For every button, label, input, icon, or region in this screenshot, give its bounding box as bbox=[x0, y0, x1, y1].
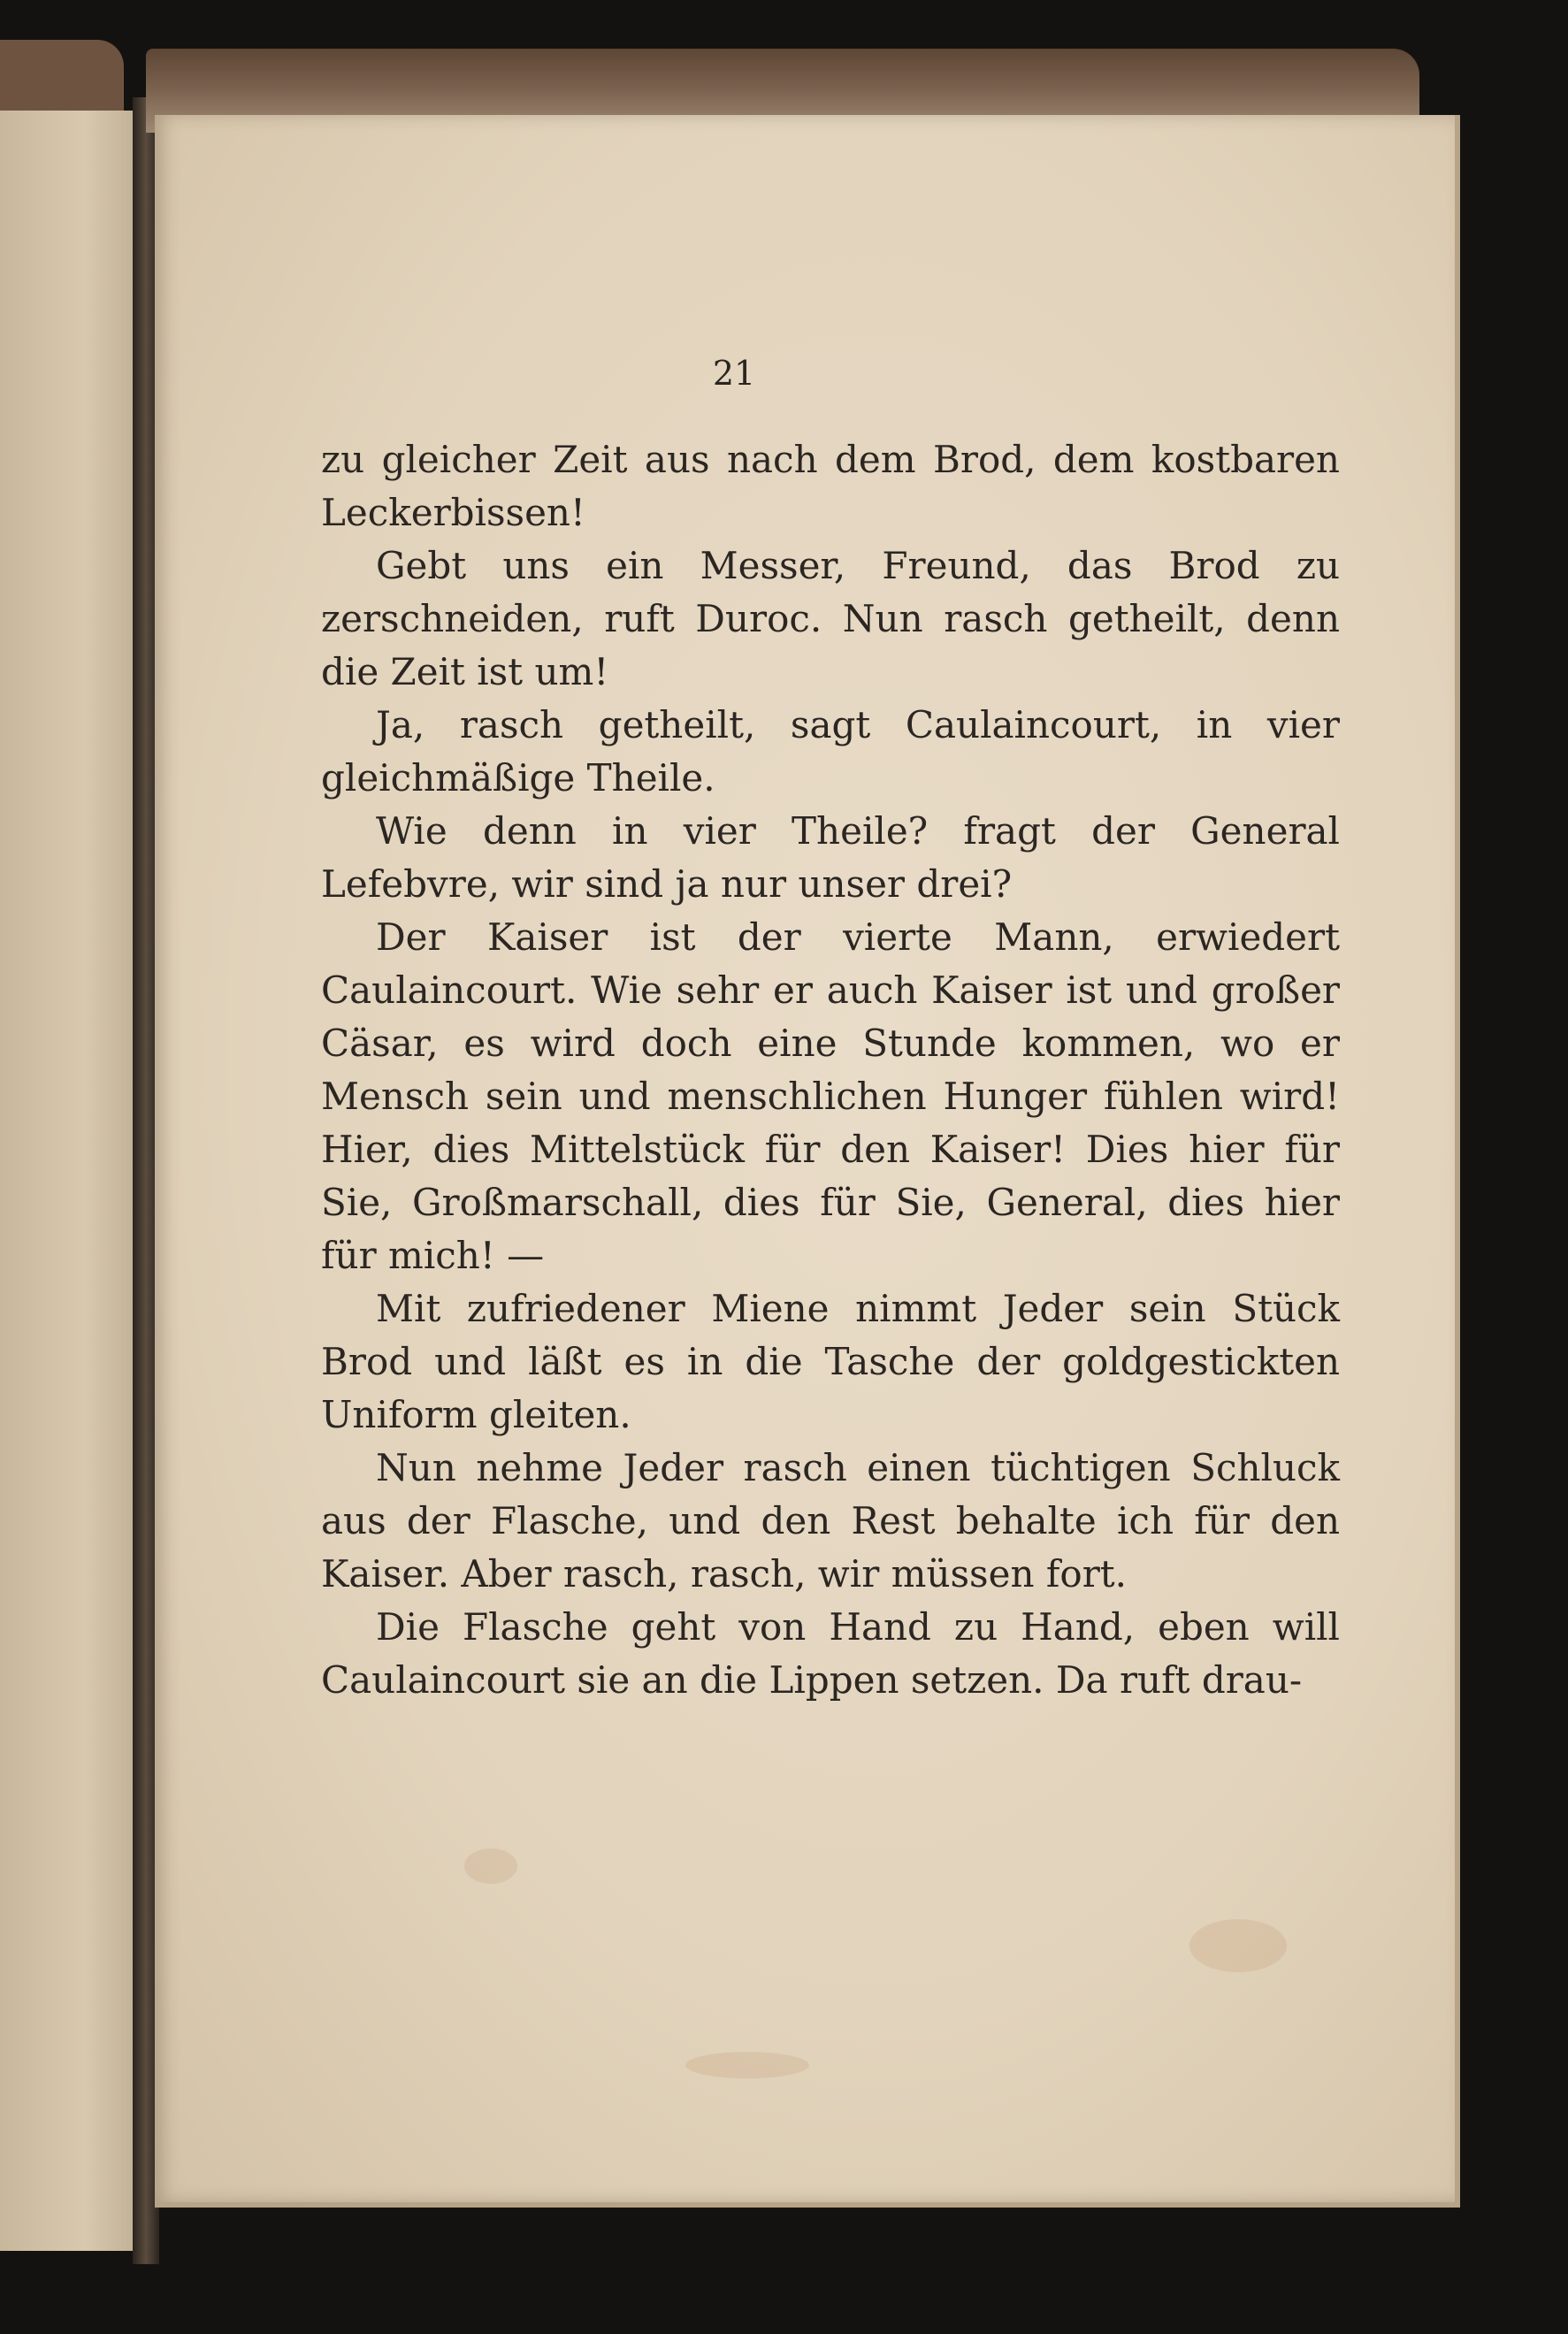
book-page bbox=[155, 115, 1460, 2208]
paragraph: Wie denn in vier Theile? fragt der General Lefebvre, wir sind ja nur unser drei? bbox=[321, 809, 1340, 906]
paragraph: zu gleicher Zeit aus nach dem Brod, dem kostbaren Leckerbissen! bbox=[321, 438, 1340, 534]
paragraph: Die Flasche geht von Hand zu Hand, eben will Caulaincourt sie an die Lippen setzen. Da ruft drau- bbox=[321, 1605, 1340, 1702]
body-text bbox=[321, 433, 1340, 1707]
paragraph: Der Kaiser ist der vierte Mann, erwiedert Caulaincourt. Wie sehr er auch Kaiser ist und großer Cäsar, es wird doch eine Stunde kommen, wo er Mensch sein und menschlichen Hunger fühlen wird! Hier, dies Mittelstück für den Kaiser! Dies hier für Sie, Großmarschall, dies für Sie, General, dies hier für mich! — bbox=[321, 915, 1340, 1277]
paper-stain bbox=[464, 1848, 517, 1884]
paragraph: Ja, rasch getheilt, sagt Caulaincourt, in vier gleichmäßige Theile. bbox=[321, 703, 1340, 800]
paragraph: Nun nehme Jeder rasch einen tüchtigen Schluck aus der Flasche, und den Rest behalte ich für den Kaiser. Aber rasch, rasch, wir müssen fort. bbox=[321, 1446, 1340, 1596]
paragraph: Mit zufriedener Miene nimmt Jeder sein Stück Brod und läßt es in die Tasche der goldgestickten Uniform gleiten. bbox=[321, 1287, 1340, 1436]
left-page-corner bbox=[0, 40, 124, 119]
paper-stain bbox=[1189, 1919, 1287, 1972]
page-number: 21 bbox=[712, 354, 756, 393]
previous-page-edge bbox=[0, 111, 144, 2251]
paper-stain bbox=[685, 2052, 809, 2078]
paragraph: Gebt uns ein Messer, Freund, das Brod zu zerschneiden, ruft Duroc. Nun rasch getheilt, denn die Zeit ist um! bbox=[321, 544, 1340, 693]
